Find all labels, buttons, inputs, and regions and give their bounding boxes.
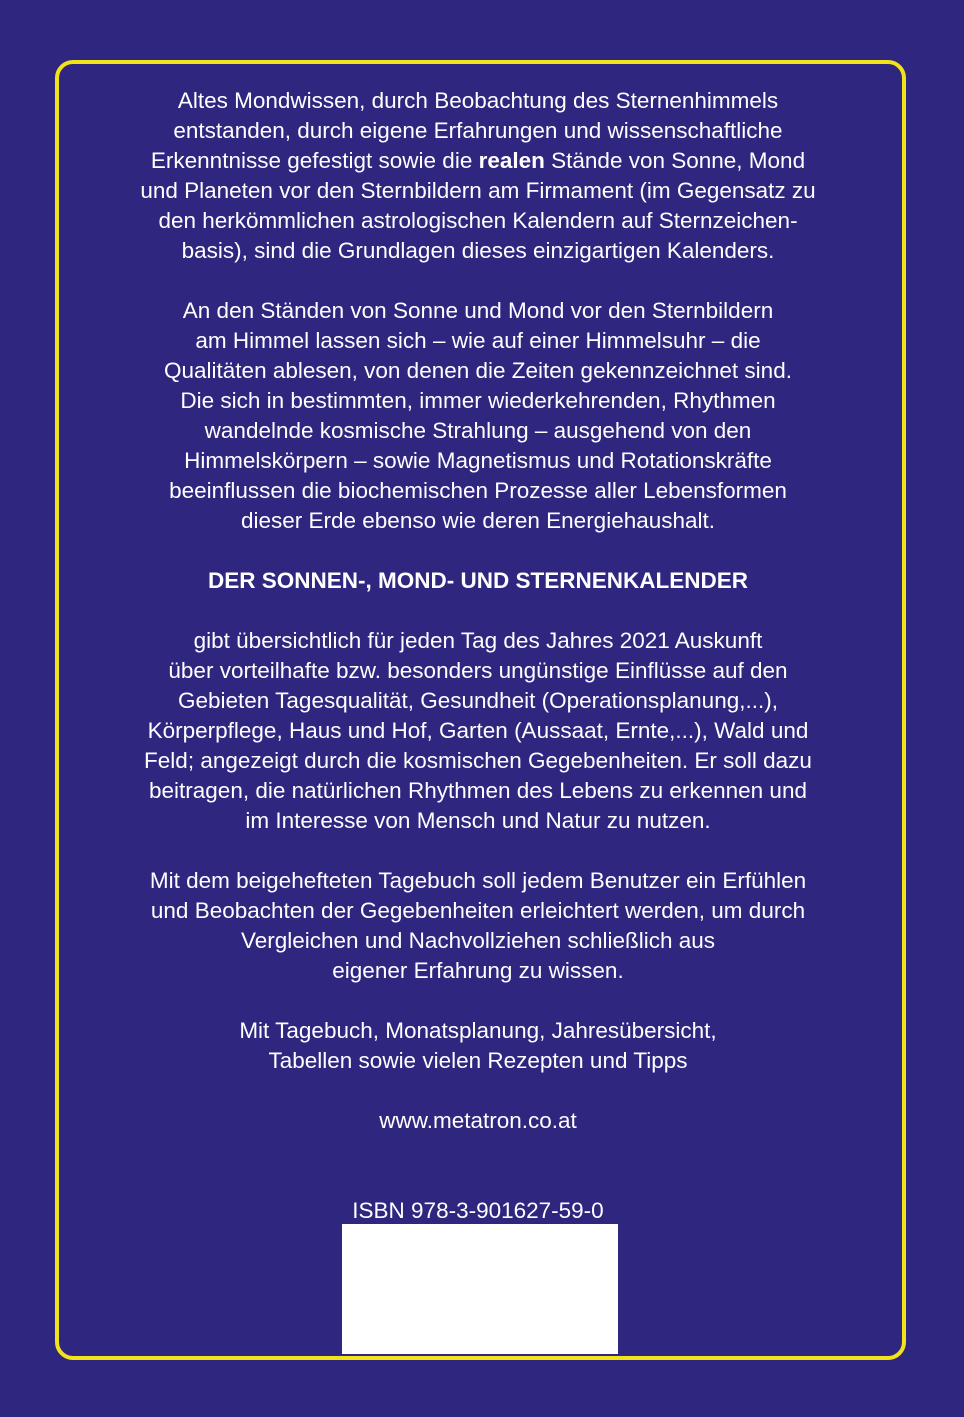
isbn-text: ISBN 978-3-901627-59-0 [352, 1198, 604, 1223]
intro-paragraph [60, 86, 896, 266]
text-line: beeinflussen die biochemischen Prozesse aller Lebensformen [169, 478, 787, 503]
text-line: basis), sind die Grundlagen dieses einzigartigen Kalenders. [181, 238, 775, 263]
website-link[interactable]: www.metatron.co.at [379, 1108, 577, 1133]
barcode-area [342, 1224, 618, 1354]
text-line: den herkömmlichen astrologischen Kalendern auf Sternzeichen- [158, 208, 798, 233]
calendar-heading: DER SONNEN-, MOND- UND STERNENKALENDER [207, 568, 748, 593]
text-line: Gebieten Tagesqualität, Gesundheit (Operationsplanung,...), [178, 688, 778, 713]
text-line: dieser Erde ebenso wie deren Energiehaushalt. [240, 508, 716, 533]
spacer [60, 986, 896, 1016]
text-line: und Beobachten der Gegebenheiten erleichtert werden, um durch [150, 898, 806, 923]
spacer [60, 266, 896, 296]
emphasis-realen: realen [478, 148, 545, 173]
diary-paragraph [60, 866, 896, 986]
back-cover-text [60, 86, 896, 1226]
text-line: Vergleichen und Nachvollziehen schließlich aus [240, 928, 716, 953]
text-line: Tabellen sowie vielen Rezepten und Tipps [268, 1048, 688, 1073]
text-line: am Himmel lassen sich – wie auf einer Himmelsuhr – die [195, 328, 761, 353]
spacer [60, 1136, 896, 1166]
calendar-description-paragraph [60, 626, 896, 836]
spacer [60, 536, 896, 566]
text-fragment: Erkenntnisse gefestigt sowie die [150, 148, 479, 173]
text-line: Himmelskörpern – sowie Magnetismus und Rotationskräfte [184, 448, 772, 473]
spacer [60, 596, 896, 626]
sun-moon-paragraph [60, 296, 896, 536]
text-line: gibt übersichtlich für jeden Tag des Jahres 2021 Auskunft [193, 628, 763, 653]
text-line: Körperpflege, Haus und Hof, Garten (Aussaat, Ernte,...), Wald und [147, 718, 809, 743]
text-line: im Interesse von Mensch und Natur zu nutzen. [245, 808, 711, 833]
text-line: An den Ständen von Sonne und Mond vor den Sternbildern [182, 298, 774, 323]
text-line: Mit Tagebuch, Monatsplanung, Jahresübersicht, [239, 1018, 717, 1043]
contents-paragraph [60, 1016, 896, 1076]
spacer [60, 1076, 896, 1106]
text-line [60, 146, 896, 176]
spacer [60, 1166, 896, 1196]
text-line: und Planeten vor den Sternbildern am Firmament (im Gegensatz zu [140, 178, 816, 203]
text-line: Qualitäten ablesen, von denen die Zeiten gekennzeichnet sind. [164, 358, 792, 383]
spacer [60, 836, 896, 866]
text-line: Altes Mondwissen, durch Beobachtung des Sternenhimmels [177, 88, 779, 113]
text-line: über vorteilhafte bzw. besonders ungünstige Einflüsse auf den [168, 658, 788, 683]
text-line: beitragen, die natürlichen Rhythmen des Lebens zu erkennen und [149, 778, 807, 803]
text-line: wandelnde kosmische Strahlung – ausgehend von den [204, 418, 752, 443]
text-line: entstanden, durch eigene Erfahrungen und wissenschaftliche [173, 118, 783, 143]
text-line: Die sich in bestimmten, immer wiederkehrenden, Rhythmen [180, 388, 776, 413]
text-fragment: Stände von Sonne, Mond [544, 148, 806, 173]
text-line: Feld; angezeigt durch die kosmischen Gegebenheiten. Er soll dazu [144, 748, 812, 773]
text-line: Mit dem beigehefteten Tagebuch soll jedem Benutzer ein Erfühlen [149, 868, 807, 893]
text-line: eigener Erfahrung zu wissen. [332, 958, 624, 983]
